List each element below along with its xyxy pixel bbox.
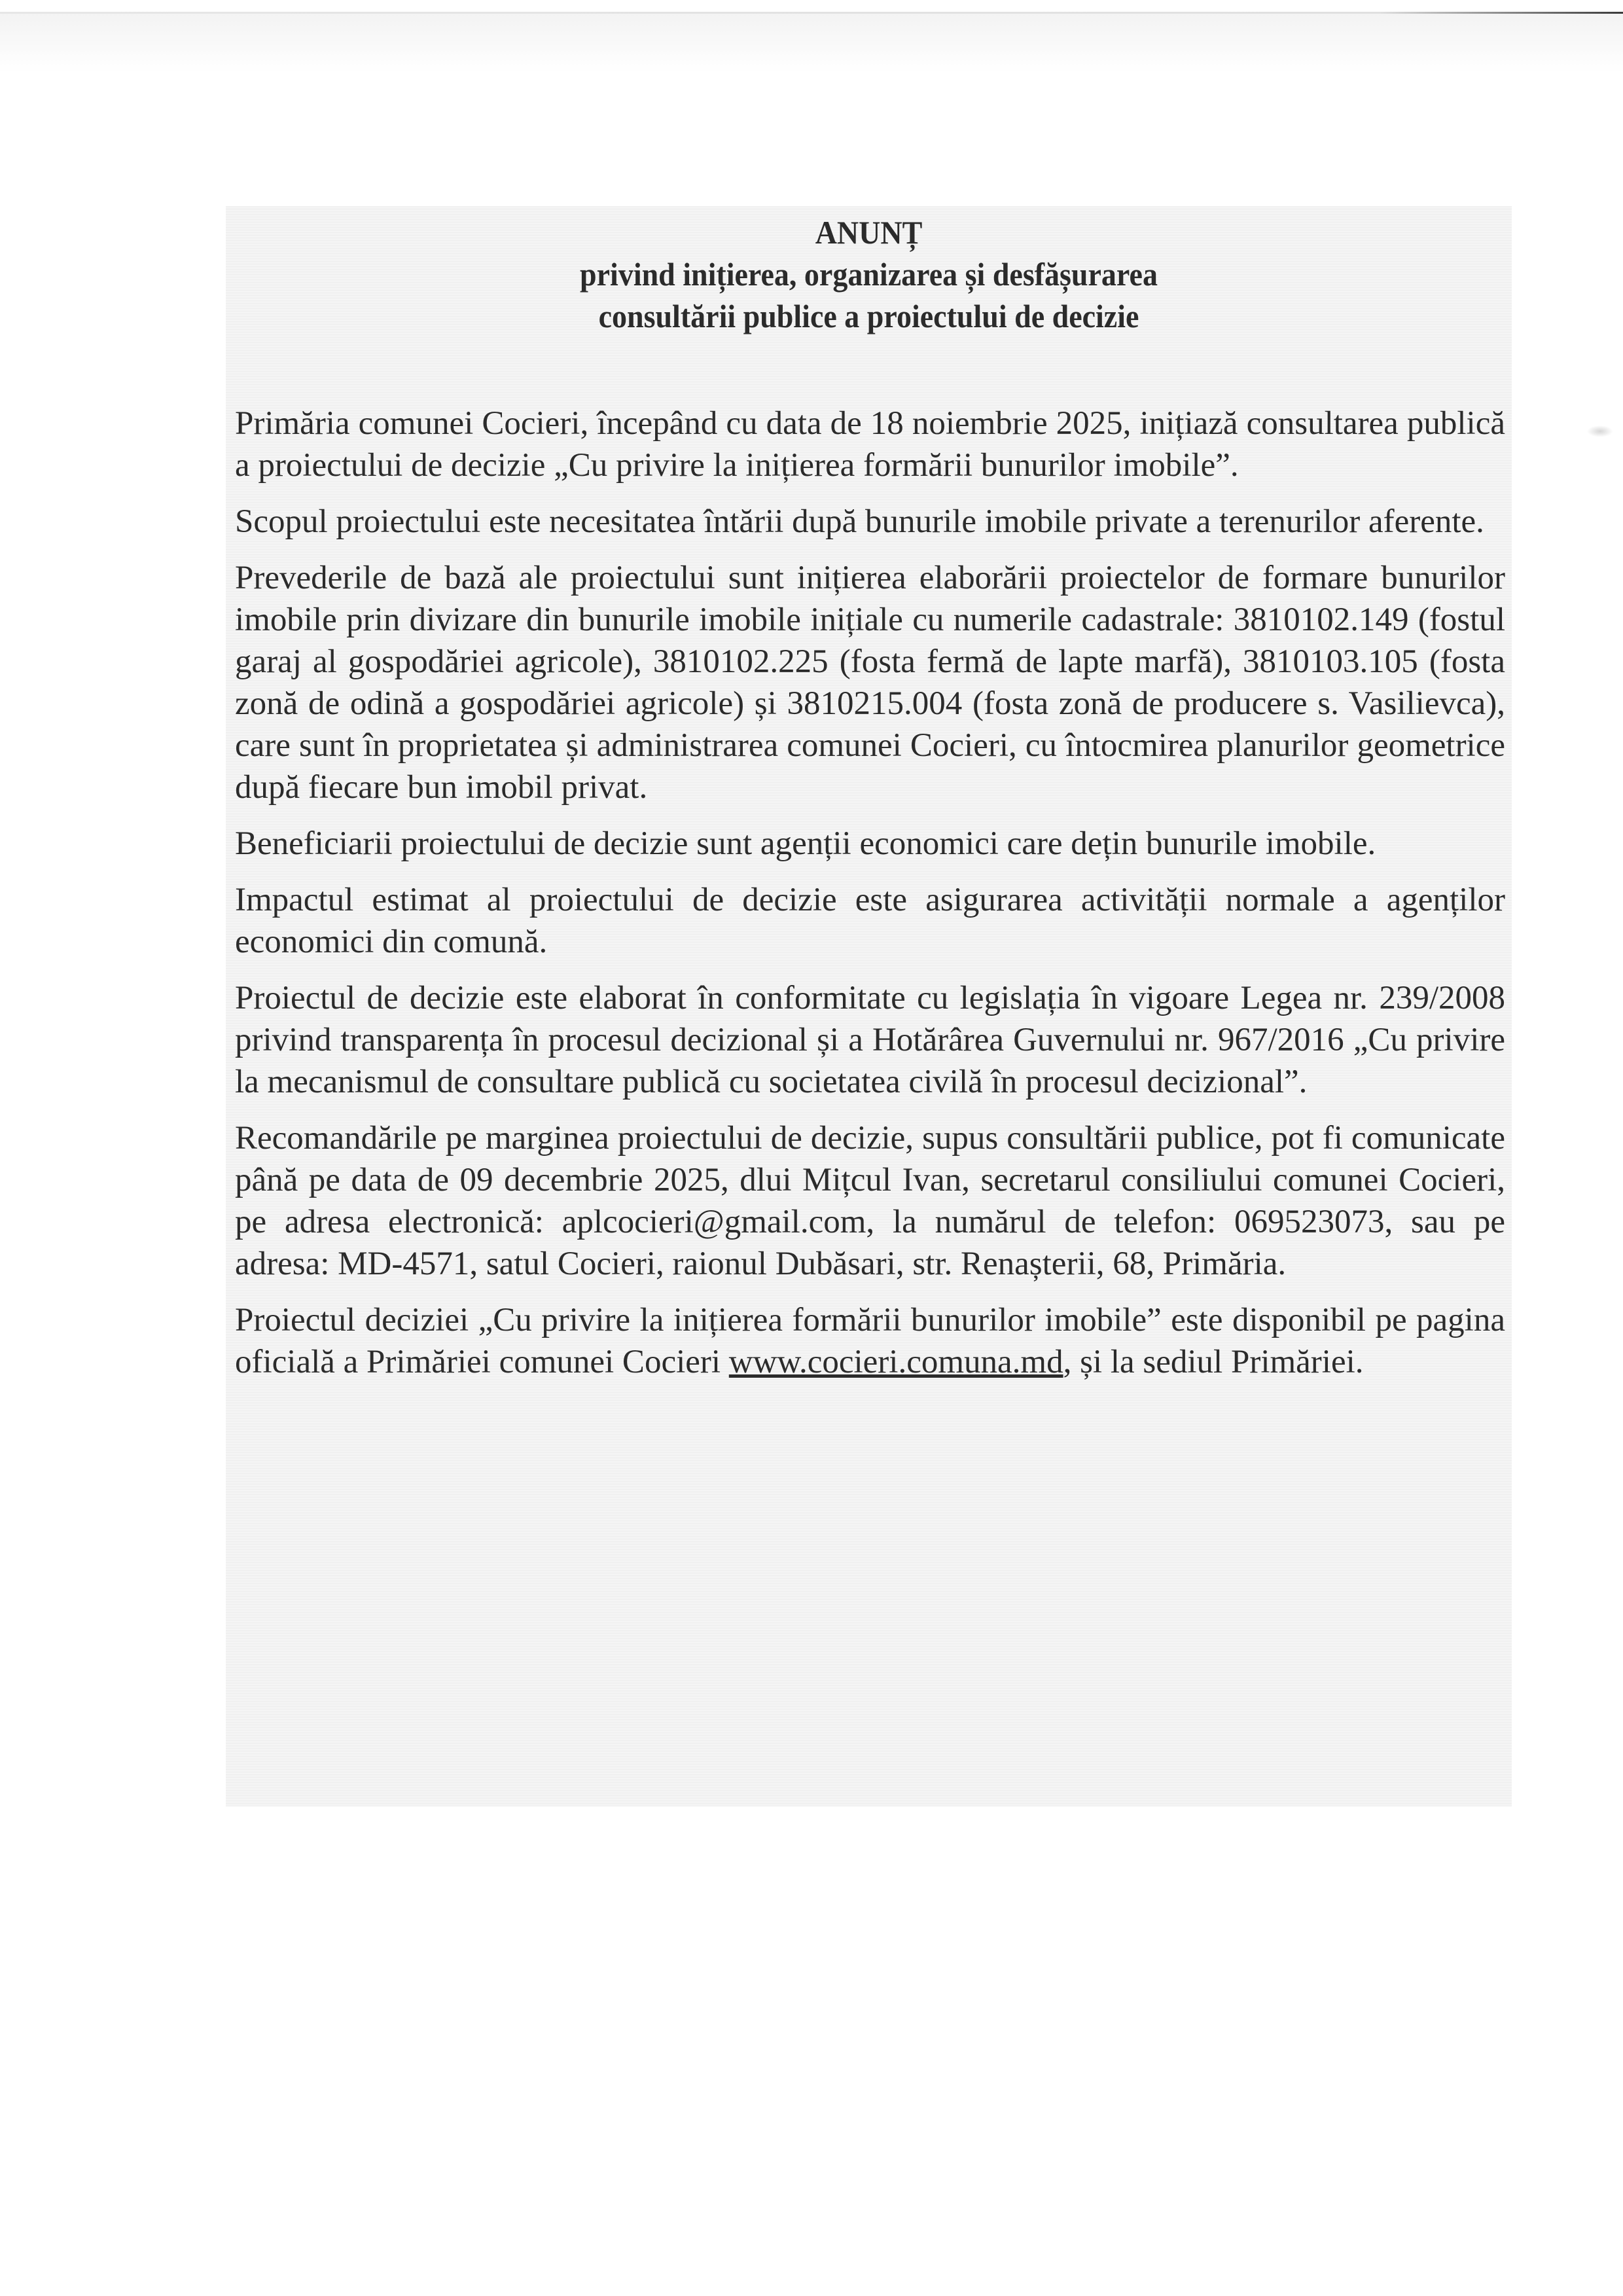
paragraph-initiation: Primăria comunei Cocieri, începând cu data de 18 noiembrie 2025, inițiază consultarea publică a proiectului de decizie „Cu privire la inițierea formării bunurilor imobile”. [235,405,1505,484]
paragraph-availability [235,1299,1505,1383]
document-subtitle-line-2: consultării publice a proiectului de decizie [598,298,1139,334]
paragraph-impact: Impactul estimat al proiectului de decizie este asigurarea activității normale a agenților economici din comună. [235,882,1505,960]
scan-shadow [0,14,1623,73]
document-header [277,206,1461,337]
scan-artifact [1587,425,1613,437]
announcement-document [226,206,1512,1806]
document-body [235,403,1505,1383]
availability-text: Proiectul deciziei „Cu privire la inițierea formării bunurilor imobile” este disponibil pe pagina oficială a Primăriei comunei Cocieri [235,1302,1505,1380]
paragraph-provisions: Prevederile de bază ale proiectului sunt inițierea elaborării proiectelor de formare bunurilor imobile prin divizare din bunurile imobile inițiale cu numerile cadastrale: 3810102.149 (fostul garaj al gospodăriei agricole), 3810102.225 (fosta fermă de lapte marfă), 3810103.105 (fosta zonă de odină a gospodăriei agricole) și 3810215.004 (fosta zonă de producere s. Vasilievca), care sunt în proprietatea și administrarea comunei Cocieri, cu întocmirea planurilor geometrice după fiecare bun imobil privat. [235,560,1505,806]
paragraph-beneficiaries: Beneficiarii proiectului de decizie sunt agenții economici care dețin bunurile imobile. [235,825,1376,862]
website-link[interactable]: www.cocieri.comuna.md [728,1344,1063,1380]
paragraph-purpose: Scopul proiectului este necesitatea întării după bunurile imobile private a terenurilor aferente. [235,503,1484,540]
document-title: ANUNȚ [815,214,923,251]
paragraph-legislation: Proiectul de decizie este elaborat în conformitate cu legislația în vigoare Legea nr. 239/2008 privind transparența în procesul decizional și a Hotărârea Guvernului nr. 967/2016 „Cu privire la mecanismul de consultare publică cu societatea civilă în procesul decizional”. [235,980,1505,1100]
paragraph-recommendations: Recomandările pe marginea proiectului de decizie, supus consultării publice, pot fi comunicate până pe data de 09 decembrie 2025, dlui Mițcul Ivan, secretarul consiliului comunei Cocieri, pe adresa electronică: aplcocieri@gmail.com, la numărul de telefon: 069523073, sau pe adresa: MD-4571, satul Cocieri, raionul Dubăsari, str. Renașterii, 68, Primăria. [235,1120,1505,1282]
document-subtitle-line-1: privind inițierea, organizarea și desfășurarea [580,256,1158,293]
availability-text-end: , și la sediul Primăriei. [1063,1344,1364,1380]
